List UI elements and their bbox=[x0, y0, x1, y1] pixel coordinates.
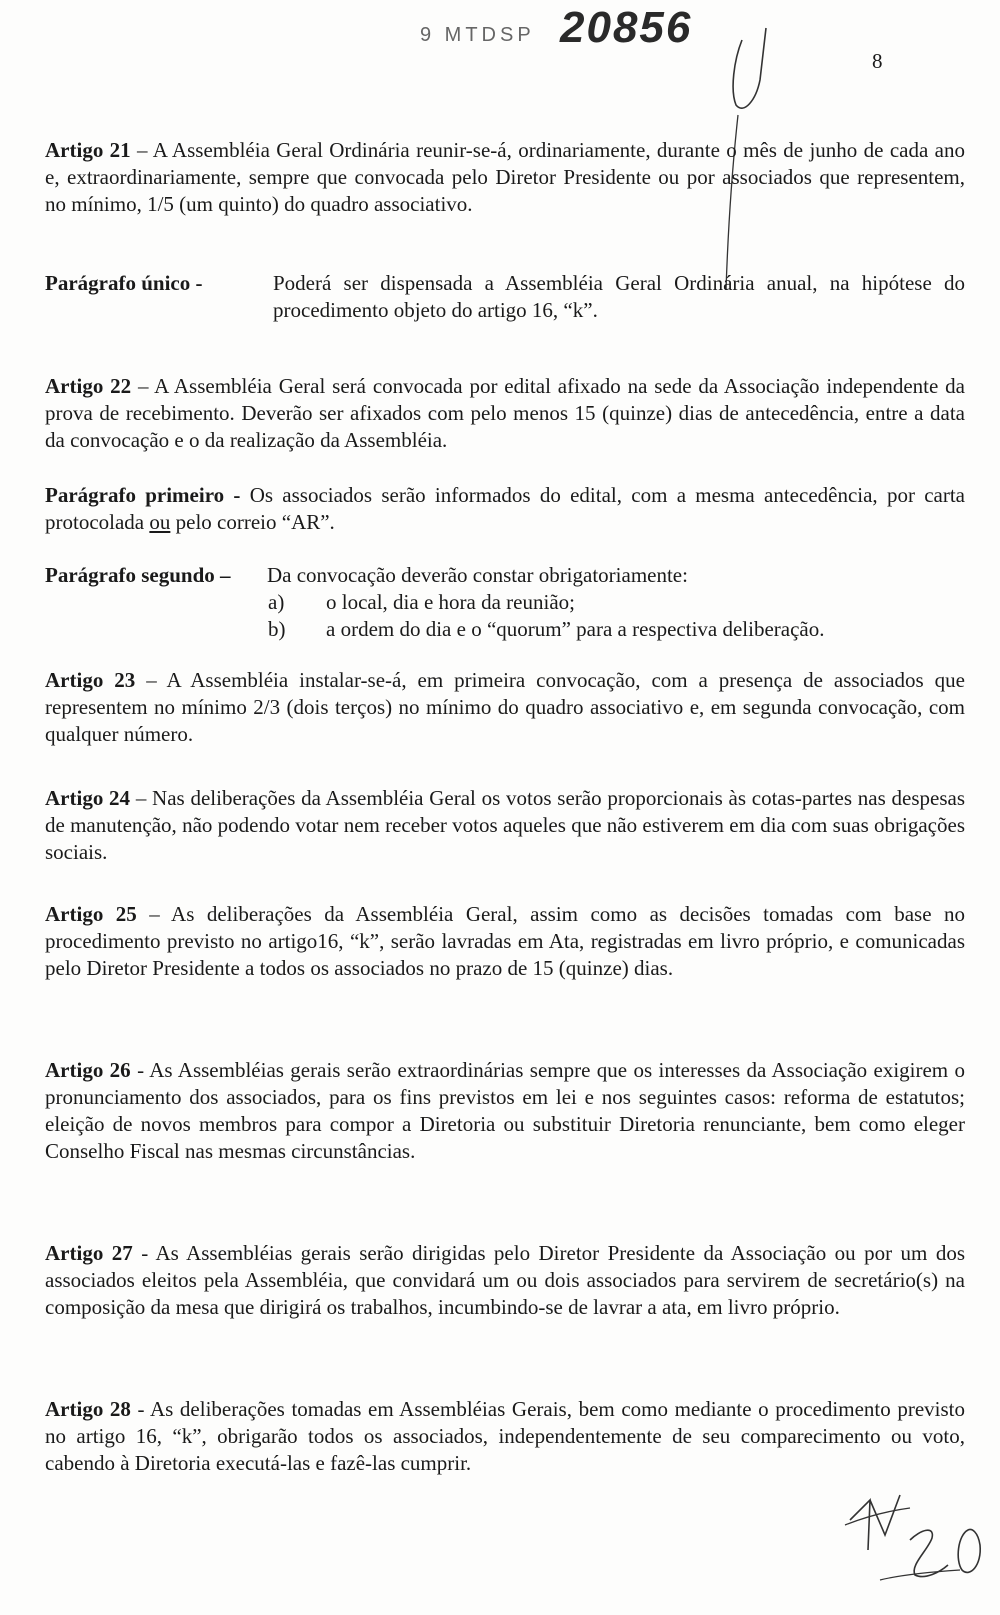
article-27-text: - As Assembléias gerais serão dirigidas pelo Diretor Presidente da Associação ou por um dos associados eleitos pela Assembléia, que convidará um ou dois associados para servirem de secretário(s) na composição da mesa que dirigirá os trabalhos, incumbindo-se de lavrar a ata, em livro próprio. bbox=[45, 1241, 965, 1319]
list-item-text: a ordem do dia e o “quorum” para a respectiva deliberação. bbox=[326, 617, 825, 641]
article-27 bbox=[45, 1240, 965, 1321]
article-28-label: Artigo 28 bbox=[45, 1397, 131, 1421]
article-21-text: – A Assembléia Geral Ordinária reunir-se-á, ordinariamente, durante o mês de junho de cada ano e, extraordinariamente, sempre que convocada pelo Diretor Presidente ou por associados que representem, no mínimo, 1/5 (um quinto) do quadro associativo. bbox=[45, 138, 965, 216]
list-item-text: o local, dia e hora da reunião; bbox=[326, 590, 575, 614]
article-23-label: Artigo 23 bbox=[45, 668, 136, 692]
list-item-key: b) bbox=[268, 617, 286, 641]
article-22-items bbox=[268, 589, 825, 643]
article-25-label: Artigo 25 bbox=[45, 902, 137, 926]
paragraph-text: Da convocação deverão constar obrigatoriamente: bbox=[267, 563, 688, 587]
handwritten-initials-bottom bbox=[840, 1480, 1000, 1615]
article-26 bbox=[45, 1057, 965, 1165]
article-23 bbox=[45, 667, 965, 748]
protocol-stamp-prefix: 9 MTDSP bbox=[420, 24, 535, 46]
article-22 bbox=[45, 373, 965, 454]
article-23-text: – A Assembléia instalar-se-á, em primeira convocação, com a presença de associados que representem no mínimo 2/3 (dois terços) no mínimo do quadro associativo e, em segunda convocação, com qualquer número. bbox=[45, 668, 965, 746]
article-22-text: – A Assembléia Geral será convocada por edital afixado na sede da Associação independente da prova de recebimento. Deverão ser afixados com pelo menos 15 (quinze) dias de antecedência, entre a data da convocação e o da realização da Assembléia. bbox=[45, 374, 965, 452]
article-22-label: Artigo 22 bbox=[45, 374, 132, 398]
article-22-paragraph-1 bbox=[45, 482, 965, 536]
page-number: 8 bbox=[872, 49, 883, 73]
paragraph-text: Os associados serão informados do edital, com a mesma antecedência, por carta protocolada bbox=[45, 483, 965, 534]
protocol-stamp-number: 20856 bbox=[560, 3, 693, 52]
article-26-label: Artigo 26 bbox=[45, 1058, 131, 1082]
article-26-text: - As Assembléias gerais serão extraordinárias sempre que os interesses da Associação exigirem o pronunciamento dos associados, para os fins previstos em lei e nos seguintes casos: reforma de estatutos; eleição de novos membros para compor a Diretoria ou substituir Diretoria renunciante, bem como eleger Conselho Fiscal nas mesmas circunstâncias. bbox=[45, 1058, 966, 1163]
article-25 bbox=[45, 901, 965, 982]
article-25-text: – As deliberações da Assembléia Geral, assim como as decisões tomadas com base no procedimento previsto no artigo16, “k”, serão lavradas em Ata, registradas em livro próprio, e comunicadas pelo Diretor Presidente a todos os associados no prazo de 15 (quinze) dias. bbox=[45, 902, 965, 980]
list-item-key: a) bbox=[268, 590, 285, 614]
paragraph-text-end: pelo correio “AR”. bbox=[175, 510, 335, 534]
article-22-paragraph-2 bbox=[45, 562, 965, 589]
article-28 bbox=[45, 1396, 965, 1477]
article-24-label: Artigo 24 bbox=[45, 786, 131, 810]
article-21 bbox=[45, 137, 965, 218]
paragraph-label: Parágrafo primeiro - bbox=[45, 483, 241, 507]
article-24 bbox=[45, 785, 965, 866]
paragraph-label: Parágrafo único - bbox=[45, 271, 203, 295]
underlined-word: ou bbox=[149, 510, 171, 534]
article-24-text: – Nas deliberações da Assembléia Geral os votos serão proporcionais às cotas-partes nas despesas de manutenção, não podendo votar nem receber votos aqueles que não estiverem em dia com suas obrigações sociais. bbox=[45, 786, 966, 864]
article-27-label: Artigo 27 bbox=[45, 1241, 133, 1265]
article-28-text: - As deliberações tomadas em Assembléias Gerais, bem como mediante o procedimento previsto no artigo 16, “k”, obrigarão todos os associados, independentemente de seu comparecimento ou voto, cabendo à Diretoria executá-las e fazê-las cumprir. bbox=[45, 1397, 965, 1475]
paragraph-text: Poderá ser dispensada a Assembléia Geral Ordinária anual, na hipótese do procedimento objeto do artigo 16, “k”. bbox=[273, 271, 965, 322]
list-item bbox=[268, 589, 825, 616]
article-21-paragraph bbox=[45, 270, 965, 324]
article-21-label: Artigo 21 bbox=[45, 138, 131, 162]
list-item bbox=[268, 616, 825, 643]
paragraph-label: Parágrafo segundo – bbox=[45, 563, 231, 587]
